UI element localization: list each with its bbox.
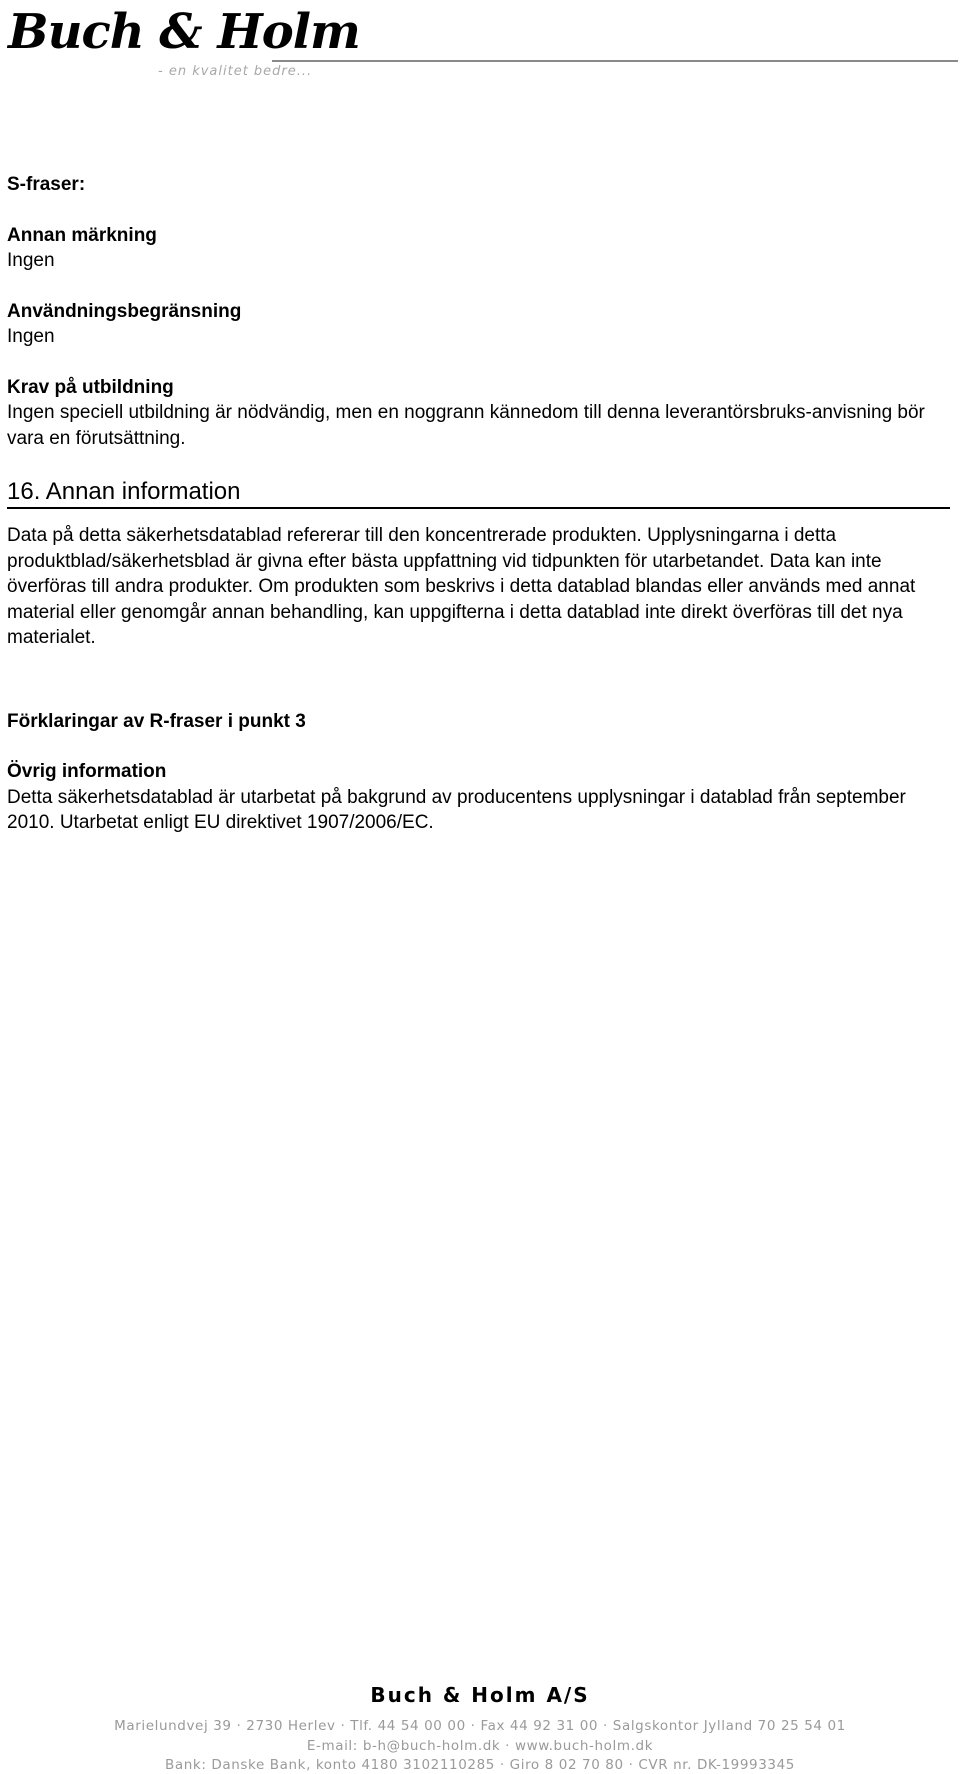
section-16-heading: 16. Annan information (7, 477, 950, 509)
footer-bank: Bank: Danske Bank, konto 4180 3102110285 · Giro 8 02 70 80 · CVR nr. DK-19993345 (165, 1757, 795, 1773)
ovrig-block (7, 759, 952, 836)
krav-label: Krav på utbildning (7, 376, 174, 398)
anvandningsbegransning-value: Ingen (7, 326, 55, 347)
krav-block (7, 375, 952, 452)
footer-contact: E-mail: b-h@buch-holm.dk · www.buch-holm.dk (306, 1738, 654, 1754)
company-logo: Buch & Holm (8, 4, 360, 60)
annan-markning-value: Ingen (7, 250, 55, 271)
document-body (7, 172, 952, 836)
krav-value: Ingen speciell utbildning är nödvändig, men en noggrann kännedom till denna leverantörsbruks-anvisning bör vara en förutsättning. (7, 402, 925, 449)
ovrig-value: Detta säkerhetsdatablad är utarbetat på bakgrund av producentens upplysningar i datablad från september 2010. Utarbetat enligt EU direktivet 1907/2006/EC. (7, 786, 906, 833)
annan-markning-label: Annan märkning (7, 224, 157, 246)
anvandningsbegransning-label: Användningsbegränsning (7, 300, 242, 322)
company-tagline: - en kvalitet bedre... (158, 64, 313, 79)
footer-address: Marielundvej 39 · 2730 Herlev · Tlf. 44 54 00 00 · Fax 44 92 31 00 · Salgskontor Jylland 70 25 54 01 (114, 1718, 846, 1734)
anvandningsbegransning-block (7, 299, 952, 350)
ovrig-label: Övrig information (7, 761, 167, 782)
s-fraser-heading: S-fraser: (7, 174, 86, 195)
footer-company-name: Buch & Holm A/S (370, 1683, 590, 1707)
forklaringar-heading: Förklaringar av R-fraser i punkt 3 (7, 710, 306, 732)
section-16-paragraph: Data på detta säkerhetsdatablad refererar till den koncentrerade produkten. Upplysningarna i detta produktblad/säkerhetsblad är givna efter bästa uppfattning vid tidpunkten för utarbetandet. Data kan inte överföras till andra produkter. Om produkten som beskrivs i detta datablad blandas eller används med annat material eller genomgår annan behandling, kan uppgifterna i detta datablad inte direkt överföras till det nya materialet. (7, 525, 916, 648)
annan-markning-block (7, 223, 952, 274)
header-divider (272, 60, 958, 62)
